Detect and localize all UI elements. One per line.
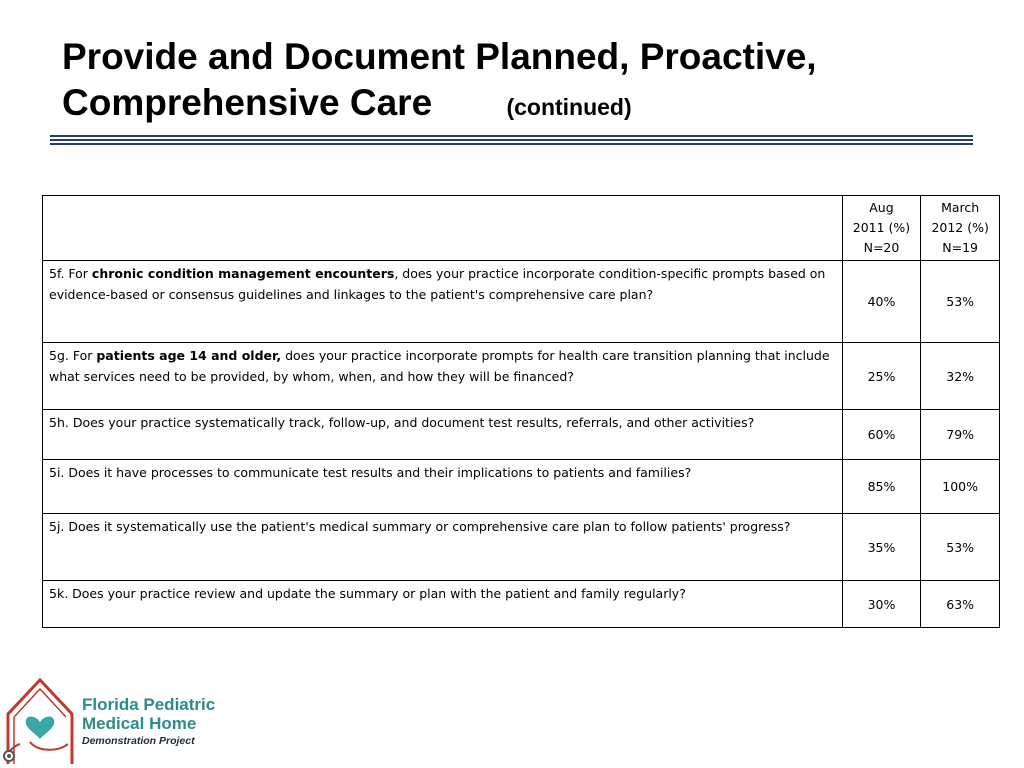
table-row [43,343,1000,410]
value-mar-2012: 53% [921,514,1000,581]
header-mar-2012-line2: 2012 (%) [931,220,989,235]
page-title-sub: (continued) [506,94,632,120]
page-title [62,34,992,130]
value-aug-2011: 40% [842,261,921,343]
value-aug-2011: 30% [842,581,921,628]
value-aug-2011: 85% [842,460,921,514]
header-mar-2012 [921,196,1000,261]
value-mar-2012: 32% [921,343,1000,410]
table-header-blank [43,196,843,261]
table-header-row [43,196,1000,261]
table-row [43,261,1000,343]
question-cell [43,343,843,410]
header-aug-2011-line1: Aug [869,200,894,215]
divider-line [50,143,973,145]
question-bold: patients age 14 and older, [96,348,282,363]
question-cell [43,410,843,460]
value-mar-2012: 53% [921,261,1000,343]
question-rest: , does your practice incorporate condition-specific prompts based on evidence-based or consensus guidelines and linkages to the patient's comprehensive care plan? [49,266,826,302]
question-bold: chronic condition management encounters [91,266,395,281]
question-cell [43,514,843,581]
question-prefix: 5j. Does it systematically use the patient's medical summary or comprehensive care plan to follow patients' progress? [49,519,791,534]
question-prefix: 5k. Does your practice review and update the summary or plan with the patient and family regularly? [49,586,686,601]
page-title-main: Provide and Document Planned, Proactive, Comprehensive Care [62,36,817,123]
divider-line [50,139,973,141]
question-prefix: 5g. For [49,348,97,363]
logo-line-1: Florida Pediatric [82,695,216,714]
question-prefix: 5i. Does it have processes to communicate test results and their implications to patients and families? [49,465,692,480]
value-aug-2011: 60% [842,410,921,460]
question-prefix: 5f. For [49,266,92,281]
divider-line [50,135,973,137]
table-row [43,460,1000,514]
table-row [43,410,1000,460]
question-rest: does your practice incorporate prompts for health care transition planning that include what services need to be provided, by whom, when, and how they will be financed? [49,348,830,384]
header-aug-2011-line2: 2011 (%) [852,220,911,235]
question-prefix: 5h. Does your practice systematically track, follow-up, and document test results, referrals, and other activities? [49,415,755,430]
survey-table [42,195,1000,628]
header-aug-2011 [842,196,921,261]
question-cell [43,261,843,343]
value-mar-2012: 79% [921,410,1000,460]
value-mar-2012: 100% [921,460,1000,514]
table-row [43,514,1000,581]
value-aug-2011: 35% [842,514,921,581]
value-aug-2011: 25% [842,343,921,410]
logo-line-3: Demonstration Project [82,735,195,747]
logo-text [82,696,222,748]
value-mar-2012: 63% [921,581,1000,628]
header-aug-2011-line3: N=20 [863,240,900,255]
logo-line-2: Medical Home [82,714,197,733]
header-mar-2012-line3: N=19 [942,240,979,255]
header-mar-2012-line1: March [941,200,980,215]
question-cell [43,581,843,628]
question-cell [43,460,843,514]
table-row [43,581,1000,628]
